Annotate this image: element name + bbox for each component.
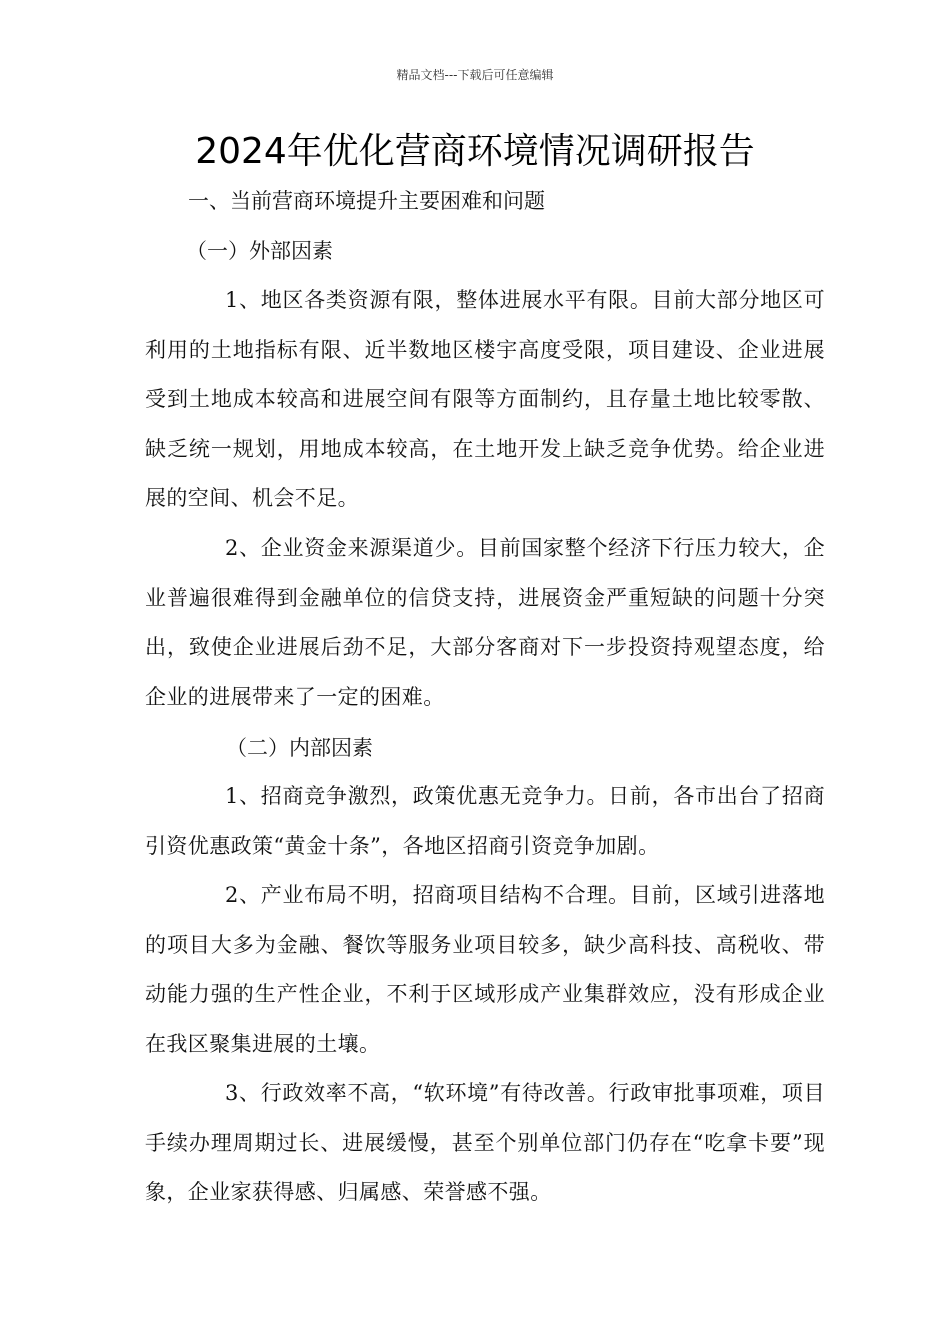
page-header-note: 精品文档---下载后可任意编辑 bbox=[396, 68, 554, 82]
paragraph-external-2: 2、企业资金来源渠道少。目前国家整个经济下行压力较大，企业普遍很难得到金融单位的信贷支持，进展资金严重短缺的问题十分突出，致使企业进展后劲不足，大部分客商对下一步投资持观望态度，给企业的进展带来了一定的困难。 bbox=[145, 536, 825, 709]
section-heading-1: 一、当前营商环境提升主要困难和问题 bbox=[188, 189, 545, 213]
document-title: 2024年优化营商环境情况调研报告 bbox=[195, 131, 755, 172]
paragraph-external-1: 1、地区各类资源有限，整体进展水平有限。目前大部分地区可利用的土地指标有限、近半数地区楼宇高度受限，项目建设、企业进展受到土地成本较高和进展空间有限等方面制约，且存量土地比较零散、缺乏统一规划，用地成本较高，在土地开发上缺乏竞争优势。给企业进展的空间、机会不足。 bbox=[145, 288, 825, 510]
paragraph-internal-2: 2、产业布局不明，招商项目结构不合理。目前，区域引进落地的项目大多为金融、餐饮等服务业项目较多，缺少高科技、高税收、带动能力强的生产性企业，不利于区域形成产业集群效应，没有形成企业在我区聚集进展的土壤。 bbox=[145, 883, 825, 1056]
subsection-heading-internal: （二）内部因素 bbox=[226, 736, 373, 760]
paragraph-internal-3: 3、行政效率不高，“软环境”有待改善。行政审批事项难，项目手续办理周期过长、进展缓慢，甚至个别单位部门仍存在“吃拿卡要”现象，企业家获得感、归属感、荣誉感不强。 bbox=[145, 1081, 825, 1204]
paragraph-internal-1: 1、招商竞争激烈，政策优惠无竞争力。日前，各市出台了招商引资优惠政策“黄金十条”，各地区招商引资竞争加剧。 bbox=[145, 784, 825, 858]
subsection-heading-external: （一）外部因素 bbox=[186, 239, 333, 263]
